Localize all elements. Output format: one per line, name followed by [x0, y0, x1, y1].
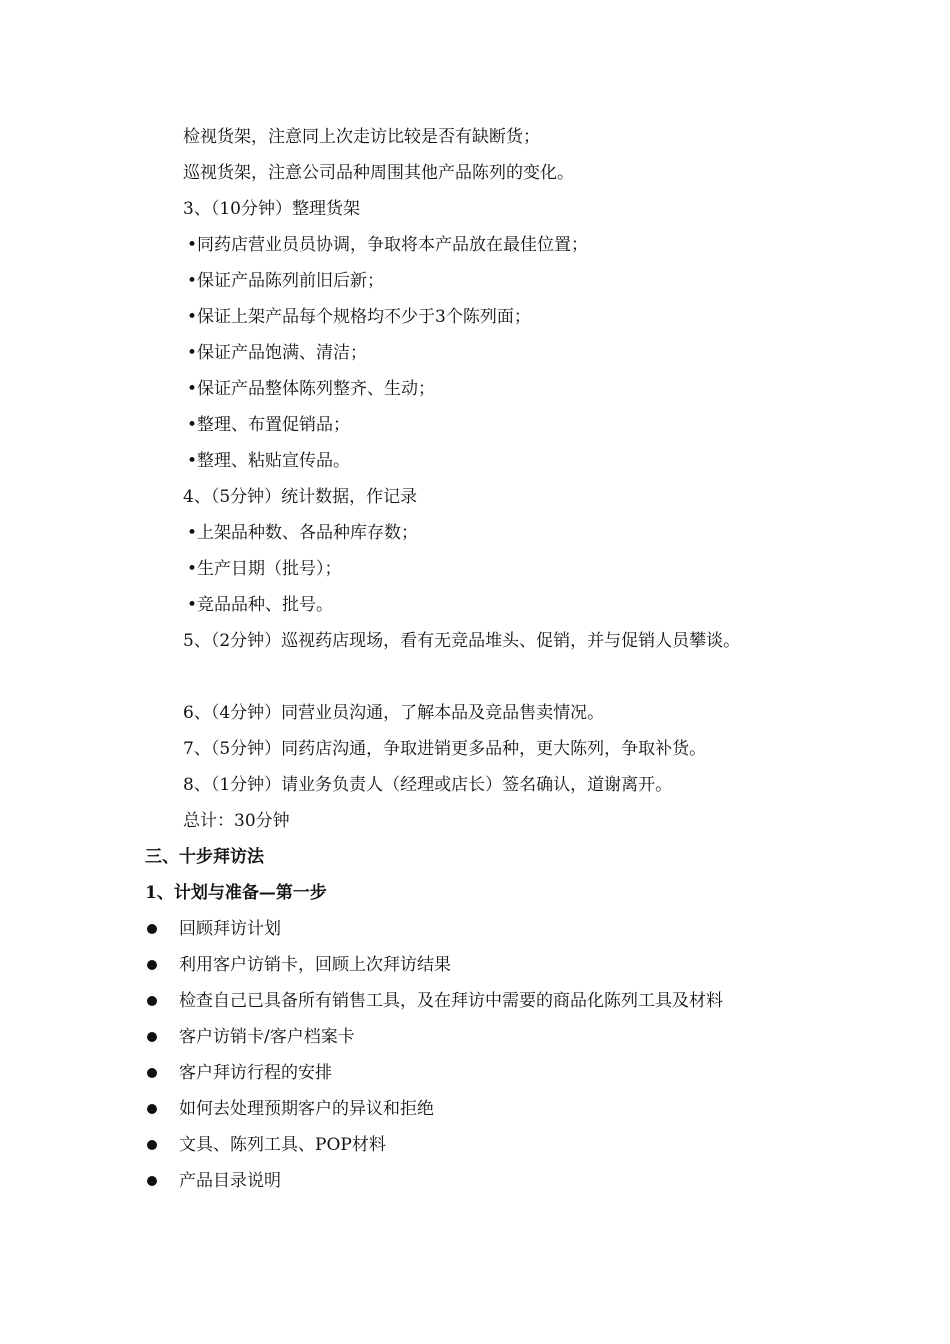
step-heading: 6、（4分钟）同营业员沟通，了解本品及竞品售卖情况。 — [183, 703, 605, 723]
bullet-dot-icon — [147, 1104, 157, 1114]
text-line: •保证上架产品每个规格均不少于3个陈列面； — [187, 307, 531, 327]
list-item-text: 客户访销卡/客户档案卡 — [179, 1027, 355, 1047]
list-item-text: 如何去处理预期客户的异议和拒绝 — [179, 1099, 434, 1119]
text-line: 巡视货架，注意公司品种周围其他产品陈列的变化。 — [183, 163, 574, 183]
list-item-text: 回顾拜访计划 — [179, 919, 281, 939]
text-line: •生产日期（批号）； — [187, 559, 342, 579]
list-item-text: 文具、陈列工具、POP材料 — [179, 1135, 386, 1155]
text-line: 检视货架，注意同上次走访比较是否有缺断货； — [183, 127, 540, 147]
text-line: •保证产品整体陈列整齐、生动； — [187, 379, 436, 399]
list-item-text: 利用客户访销卡，回顾上次拜访结果 — [179, 955, 451, 975]
bullet-dot-icon — [147, 996, 157, 1006]
bullet-dot-icon — [147, 1140, 157, 1150]
step-heading: 7、（5分钟）同药店沟通，争取进销更多品种，更大陈列，争取补货。 — [183, 739, 707, 759]
list-item-text: 客户拜访行程的安排 — [179, 1063, 332, 1083]
bullet-dot-icon — [147, 960, 157, 970]
text-line: •保证产品陈列前旧后新； — [187, 271, 385, 291]
text-line: •整理、粘贴宣传品。 — [187, 451, 351, 471]
step-heading: 4、（5分钟）统计数据，作记录 — [183, 487, 418, 507]
step-heading: 5、（2分钟）巡视药店现场，看有无竞品堆头、促销，并与促销人员攀谈。 — [183, 631, 741, 651]
list-item-text: 产品目录说明 — [179, 1171, 281, 1191]
section-title: 三、十步拜访法 — [145, 847, 264, 867]
list-item-text: 检查自己已具备所有销售工具，及在拜访中需要的商品化陈列工具及材料 — [179, 991, 723, 1011]
bullet-dot-icon — [147, 1068, 157, 1078]
bullet-dot-icon — [147, 1032, 157, 1042]
text-line: •上架品种数、各品种库存数； — [187, 523, 419, 543]
section-subtitle: 1、计划与准备—第一步 — [145, 883, 327, 903]
step-heading: 3、（10分钟）整理货架 — [183, 199, 360, 219]
text-line: •整理、布置促销品； — [187, 415, 351, 435]
text-line: •竞品品种、批号。 — [187, 595, 334, 615]
step-heading: 8、（1分钟）请业务负责人（经理或店长）签名确认，道谢离开。 — [183, 775, 673, 795]
total-line: 总计：30分钟 — [183, 811, 290, 831]
bullet-dot-icon — [147, 924, 157, 934]
text-line: •同药店营业员员协调，争取将本产品放在最佳位置； — [187, 235, 589, 255]
text-line: •保证产品饱满、清洁； — [187, 343, 368, 363]
bullet-dot-icon — [147, 1176, 157, 1186]
